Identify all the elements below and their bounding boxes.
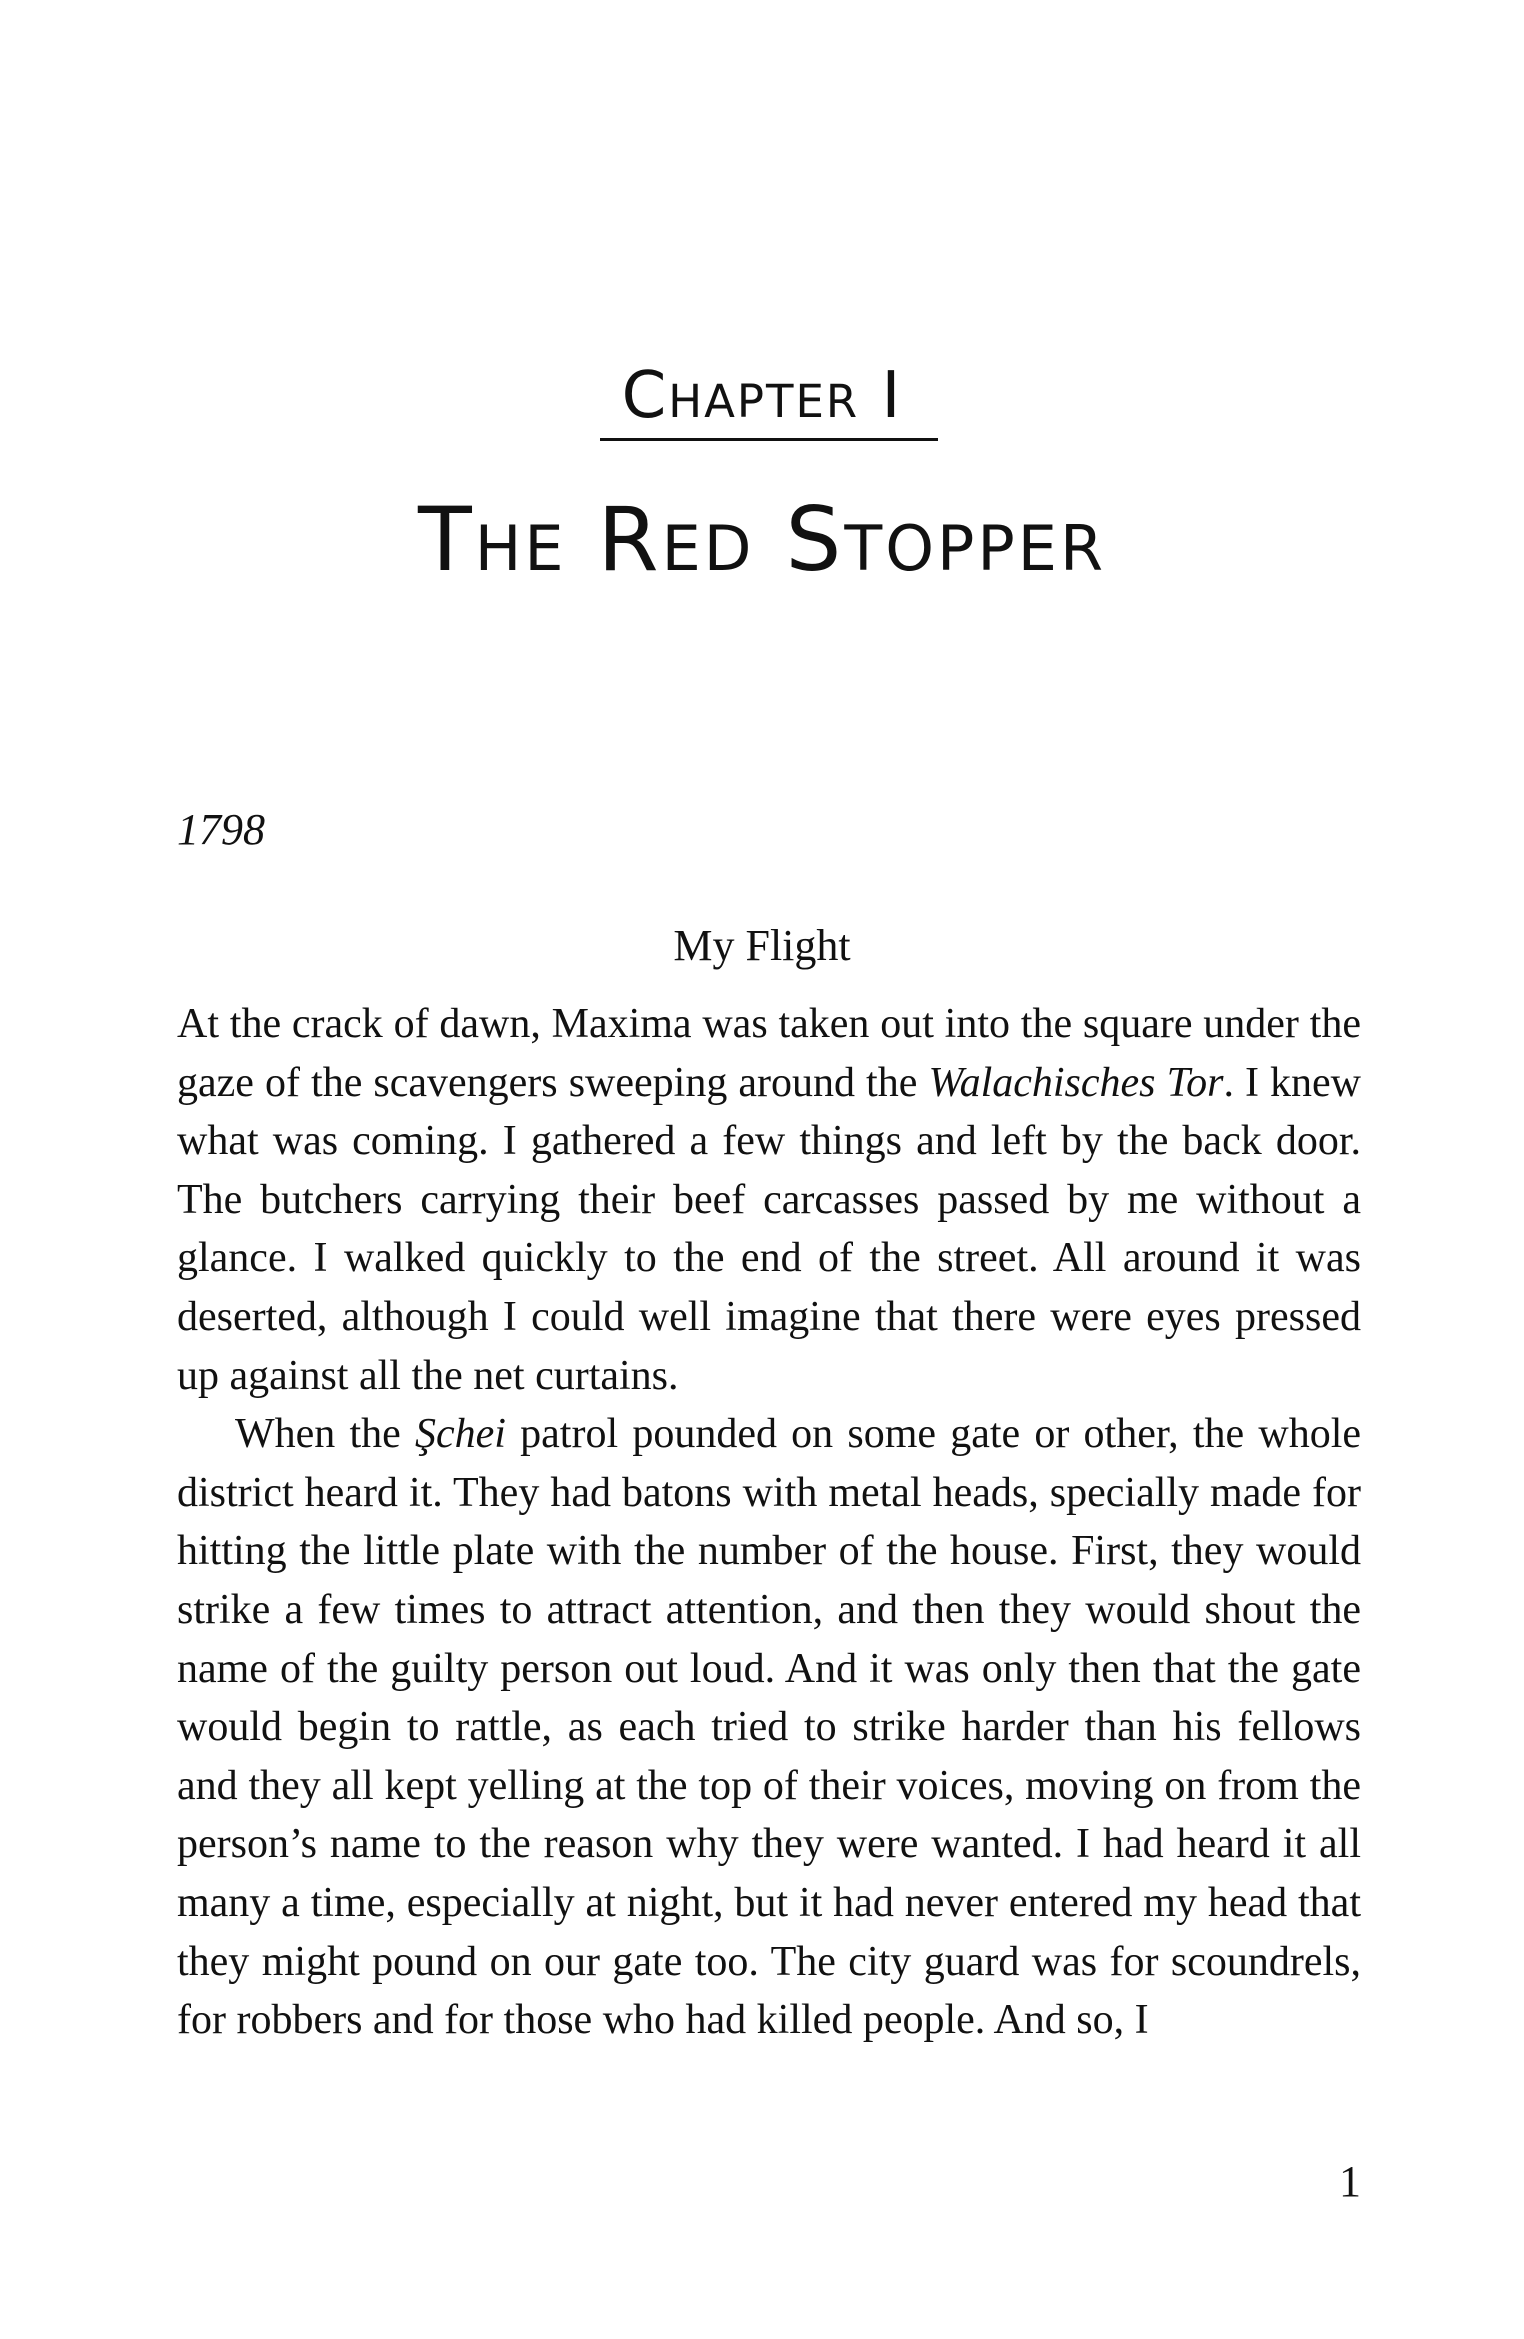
- paragraph: [177, 1405, 1361, 2050]
- paragraph-text: patrol pounded on some gate or other, the whole district heard it. They had batons with metal heads, specially made for hitting the little plate with the number of the house. First, they would strike a few times to attract attention, and then they would shout the name of the guilty person out loud. And it was only then that the gate would begin to rattle, as each tried to strike harder than his fellows and they all kept yelling at the top of their voices, moving on from the person’s name to the reason why they were wanted. I had heard it all many a time, especially at night, but it had never entered my head that they might pound on our gate too. The city guard was for scoundrels, for robbers and for those who had killed people. And so, I: [177, 1411, 1361, 2044]
- body-text: [177, 995, 1361, 2050]
- chapter-divider: [600, 438, 938, 441]
- section-year: 1798: [177, 805, 265, 854]
- paragraph-text: At the crack of dawn, Maxima was taken out into the square under the gaze of the scavengers sweeping around the: [177, 1001, 1361, 1106]
- paragraph-text: When the: [235, 1411, 415, 1458]
- section-heading: My Flight: [673, 921, 851, 970]
- paragraph: [177, 995, 1361, 1405]
- italic-place-name: Walachisches Tor: [928, 1059, 1224, 1106]
- page-number: 1: [1339, 2157, 1361, 2206]
- paragraph-text: . I knew what was coming. I gathered a few things and left by the back door. The butchers carrying their beef carcasses passed by me without a glance. I walked quickly to the end of the street. All around it was deserted, although I could well imagine that there were eyes pressed up against all the net curtains.: [177, 1059, 1362, 1399]
- chapter-label: Chapter I: [621, 359, 903, 433]
- italic-district-name: Şchei: [415, 1411, 506, 1458]
- chapter-title: The Red Stopper: [417, 488, 1107, 591]
